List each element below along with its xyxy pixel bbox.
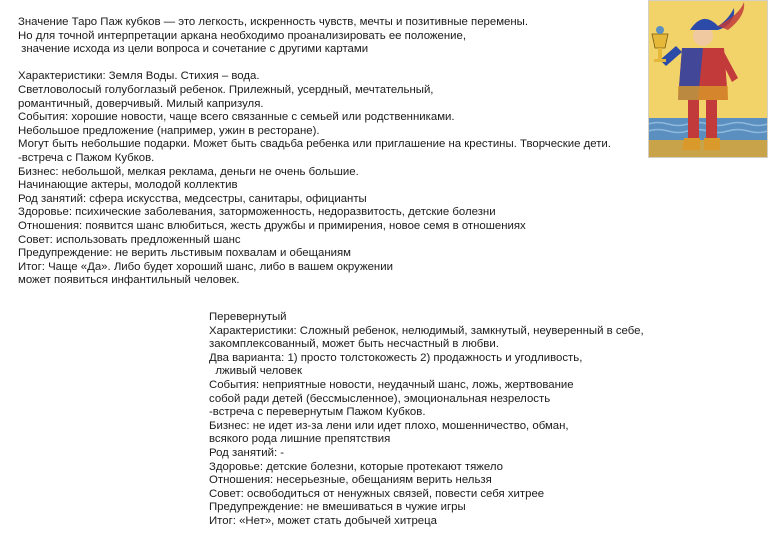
reversed-line: Род занятий: - bbox=[209, 446, 285, 459]
reversed-line: закомплексованный, может быть несчастный в любви. bbox=[209, 338, 499, 351]
upright-line: Но для точной интерпретации аркана необходимо проанализировать ее положение, bbox=[18, 29, 467, 42]
reversed-line: всякого рода лишние препятствия bbox=[209, 433, 391, 446]
upright-line: Отношения: появится шанс влюбиться, жесть дружбы и примирения, новое семя в отношениях bbox=[18, 219, 526, 232]
upright-line: Здоровье: психические заболевания, заторможенность, недоразвитость, детские болезни bbox=[18, 206, 496, 219]
reversed-line: собой ради детей (бессмысленное), эмоциональная незрелость bbox=[209, 392, 551, 405]
upright-line: Совет: использовать предложенный шанс bbox=[18, 233, 241, 246]
reversed-meaning-text bbox=[209, 311, 644, 529]
upright-line: Значение Таро Паж кубков — это легкость, искренность чувств, мечты и позитивные перемены. bbox=[18, 16, 529, 28]
upright-line: Предупреждение: не верить льстивым похвалам и обещаниям bbox=[18, 247, 351, 260]
reversed-line: Отношения: несерьезные, обещаниям верить нельзя bbox=[209, 474, 492, 487]
upright-line bbox=[18, 57, 611, 71]
reversed-line: Здоровье: детские болезни, которые протекают тяжело bbox=[209, 460, 503, 473]
upright-line: Итог: Чаще «Да». Либо будет хороший шанс, либо в вашем окружении bbox=[18, 260, 393, 273]
reversed-line: Характеристики: Сложный ребенок, нелюдимый, замкнутый, неуверенный в себе, bbox=[209, 324, 644, 337]
upright-line: Светловолосый голубоглазый ребенок. Прилежный, усердный, мечтательный, bbox=[18, 83, 434, 96]
upright-line: Могут быть небольшие подарки. Может быть свадьба ребенка или приглашение на крестины. Творческие дети. bbox=[18, 138, 611, 151]
upright-line: Род занятий: сфера искусства, медсестры, санитары, официанты bbox=[18, 192, 367, 205]
upright-line: может появиться инфантильный человек. bbox=[18, 274, 240, 287]
upright-line: Характеристики: Земля Воды. Стихия – вода. bbox=[18, 70, 260, 83]
upright-line: Небольшое предложение (например, ужин в ресторане). bbox=[18, 124, 320, 137]
upright-line: значение исхода из цели вопроса и сочетание с другими картами bbox=[18, 43, 369, 56]
upright-meaning-text bbox=[18, 16, 611, 288]
reversed-line: События: неприятные новости, неудачный шанс, ложь, жертвование bbox=[209, 378, 574, 391]
reversed-line: -встреча с перевернутым Пажом Кубков. bbox=[209, 406, 426, 419]
page-of-cups-card-illustration-icon bbox=[648, 0, 768, 158]
upright-line: Начинающие актеры, молодой коллектив bbox=[18, 179, 238, 192]
reversed-line: Перевернутый bbox=[209, 311, 287, 323]
upright-line: романтичный, доверчивый. Милый капризуля. bbox=[18, 97, 264, 110]
reversed-line: Два варианта: 1) просто толстокожесть 2) продажность и угодливость, bbox=[209, 351, 583, 364]
reversed-line: Бизнес: не идет из-за лени или идет плохо, мошенничество, обман, bbox=[209, 419, 569, 432]
reversed-line: Предупреждение: не вмешиваться в чужие игры bbox=[209, 501, 466, 514]
upright-line: События: хорошие новости, чаще всего связанные с семьей или родственниками. bbox=[18, 111, 455, 124]
reversed-line: Итог: «Нет», может стать добычей хитреца bbox=[209, 514, 437, 527]
reversed-line: лживый человек bbox=[209, 365, 302, 378]
upright-line: Бизнес: небольшой, мелкая реклама, деньги не очень большие. bbox=[18, 165, 359, 178]
reversed-line: Совет: освободиться от ненужных связей, повести себя хитрее bbox=[209, 487, 545, 500]
upright-line: -встреча с Пажом Кубков. bbox=[18, 151, 155, 164]
